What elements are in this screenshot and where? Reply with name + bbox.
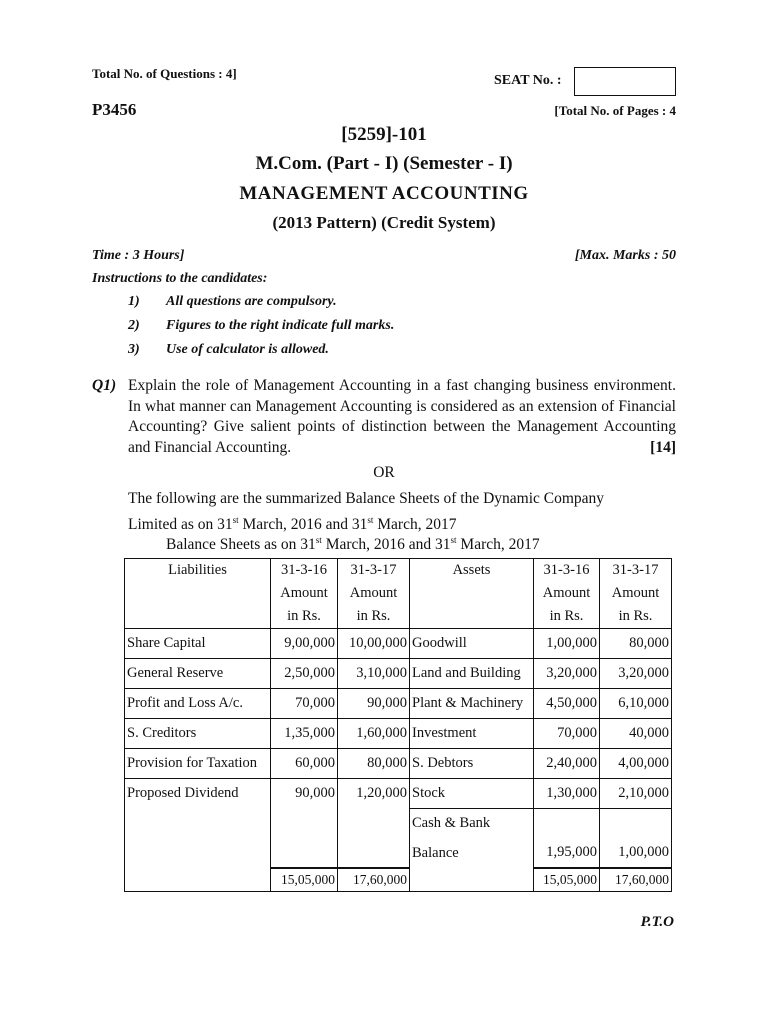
header-unit: in Rs.	[534, 605, 600, 629]
total-liabilities-2017: 17,60,000	[338, 868, 410, 892]
header-amount: Amount	[534, 582, 600, 605]
seat-number-label: SEAT No. :	[494, 73, 562, 88]
balance-sheet-table	[124, 558, 672, 892]
table-row: General Reserve 2,50,000 3,10,000 Land and Building 3,20,000 3,20,000	[125, 659, 672, 689]
header-amount: Amount	[338, 582, 410, 605]
totals-row	[125, 868, 672, 892]
question-text: Explain the role of Management Accounting in a fast changing business environment. In what manner can Management Accounting is considered as an extension of Financial Accounting? Give salient points of distinction between the Management Accounting and Financial Accounting. [14]	[128, 376, 676, 458]
or-separator: OR	[373, 464, 395, 481]
header-unit: in Rs.	[338, 605, 410, 629]
instruction-item: 3) Use of calculator is allowed.	[128, 342, 329, 357]
total-liabilities-2016: 15,05,000	[271, 868, 338, 892]
header-amount: Amount	[271, 582, 338, 605]
table-row: Provision for Taxation 60,000 80,000 S. Debtors 2,40,000 4,00,000	[125, 749, 672, 779]
time-allowed: Time : 3 Hours]	[92, 248, 185, 263]
question-marks: [14]	[650, 438, 676, 456]
header-liabilities: Liabilities	[125, 559, 271, 583]
max-marks: [Max. Marks : 50	[574, 248, 676, 263]
table-header-row	[125, 582, 672, 605]
header-date-2016: 31-3-16	[271, 559, 338, 583]
cash-bank-label: Cash & Bank	[410, 809, 534, 839]
paper-code: P3456	[92, 100, 137, 119]
header-date-2017: 31-3-17	[338, 559, 410, 583]
course-title: M.Com. (Part - I) (Semester - I)	[255, 153, 513, 174]
exam-code: [5259]-101	[341, 124, 427, 145]
cash-bank-label: Balance	[410, 838, 534, 868]
page-turn-over: P.T.O	[640, 914, 674, 930]
instructions-heading: Instructions to the candidates:	[92, 271, 268, 286]
total-assets-2016: 15,05,000	[534, 868, 600, 892]
instruction-item: 1) All questions are compulsory.	[128, 294, 337, 309]
table-row: Balance 1,95,000 1,00,000	[125, 838, 672, 868]
subject-title: MANAGEMENT ACCOUNTING	[239, 183, 529, 204]
alternative-question-text: The following are the summarized Balance Sheets of the Dynamic Company Limited as on 31st March, 2016 and 31st March, 2017	[128, 490, 605, 533]
table-header-row	[125, 559, 672, 583]
table-header-row	[125, 605, 672, 629]
header-assets: Assets	[410, 559, 534, 583]
header-unit: in Rs.	[271, 605, 338, 629]
header-date-2016: 31-3-16	[534, 559, 600, 583]
header-unit: in Rs.	[600, 605, 672, 629]
seat-number-box[interactable]	[574, 67, 676, 96]
total-questions: Total No. of Questions : 4]	[92, 66, 237, 81]
question-label: Q1)	[92, 377, 117, 394]
table-title: Balance Sheets as on 31st March, 2016 and 31st March, 2017	[166, 535, 540, 554]
header-date-2017: 31-3-17	[600, 559, 672, 583]
table-row: S. Creditors 1,35,000 1,60,000 Investment 70,000 40,000	[125, 719, 672, 749]
table-row: Profit and Loss A/c. 70,000 90,000 Plant & Machinery 4,50,000 6,10,000	[125, 689, 672, 719]
table-row: Share Capital 9,00,000 10,00,000 Goodwill 1,00,000 80,000	[125, 629, 672, 659]
header-amount: Amount	[600, 582, 672, 605]
table-row	[125, 809, 672, 839]
pattern-line: (2013 Pattern) (Credit System)	[272, 213, 496, 232]
total-pages: [Total No. of Pages : 4	[554, 103, 676, 118]
table-row: Proposed Dividend 90,000 1,20,000 Stock 1,30,000 2,10,000	[125, 779, 672, 809]
instruction-item: 2) Figures to the right indicate full marks.	[128, 318, 395, 333]
total-assets-2017: 17,60,000	[600, 868, 672, 892]
